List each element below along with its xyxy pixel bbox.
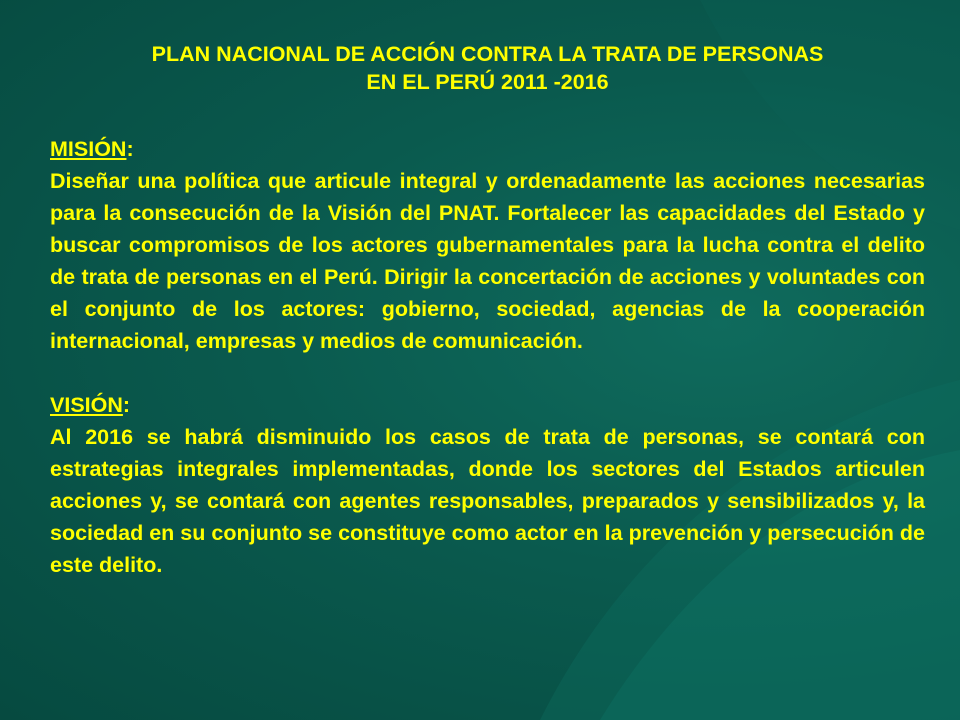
vision-heading <box>50 389 925 421</box>
mision-heading <box>50 133 925 165</box>
vision-heading-label: VISIÓN <box>50 393 123 417</box>
slide-title <box>50 40 925 96</box>
mision-text: Diseñar una política que articule integral y ordenadamente las acciones necesarias para la consecución de la Visión del PNAT. Fortalecer las capacidades del Estado y buscar compromisos de los actores gubernamentales para la lucha contra el delito de trata de personas en el Perú. Dirigir la concertación de acciones y voluntades con el conjunto de los actores: gobierno, sociedad, agencias de la cooperación internacional, empresas y medios de comunicación. <box>50 169 925 353</box>
vision-heading-colon: : <box>122 393 131 417</box>
section-gap <box>50 357 925 389</box>
mision-heading-colon: : <box>126 137 134 161</box>
slide-content <box>50 40 925 581</box>
mision-heading-label: MISIÓN <box>50 137 127 161</box>
vision-text: Al 2016 se habrá disminuido los casos de trata de personas, se contará con estrategias integrales implementadas, donde los sectores del Estados articulen acciones y, se contará con agentes responsables, preparados y sensibilizados y, la sociedad en su conjunto se constituye como actor en la prevención y persecución de este delito. <box>50 425 925 577</box>
title-line-1: PLAN NACIONAL DE ACCIÓN CONTRA LA TRATA DE PERSONAS <box>151 42 824 66</box>
title-line-2: EN EL PERÚ 2011 -2016 <box>366 70 609 94</box>
